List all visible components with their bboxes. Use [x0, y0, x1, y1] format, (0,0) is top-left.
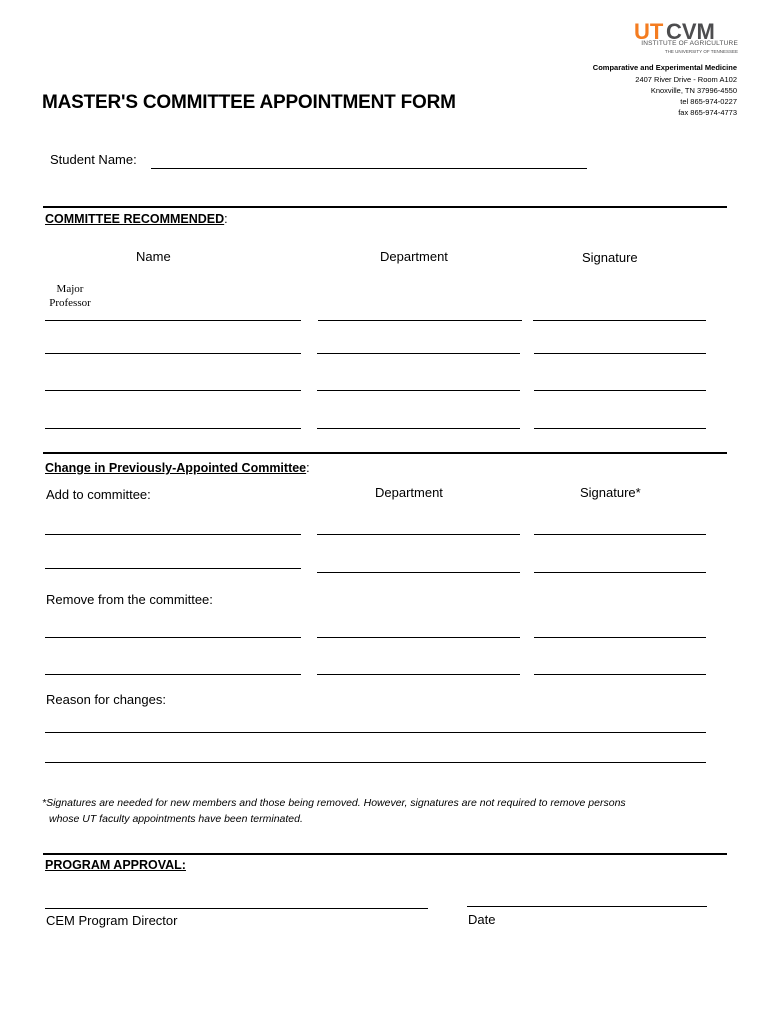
change-signature-header: Signature*	[580, 485, 641, 500]
street-address: 2407 River Drive - Room A102	[635, 75, 737, 84]
reason-field-line2[interactable]	[45, 748, 706, 763]
date-field[interactable]	[467, 892, 707, 907]
student-name-field[interactable]	[151, 154, 587, 169]
member-signature-field[interactable]	[534, 414, 706, 429]
committee-heading-text: COMMITTEE RECOMMENDED	[45, 212, 225, 226]
dept-name: Comparative and Experimental Medicine	[592, 63, 737, 72]
remove-member-department-field[interactable]	[317, 623, 520, 638]
logo-university-line: THE UNIVERSITY OF TENNESSEE	[664, 49, 738, 54]
footnote-line1: *Signatures are needed for new members and those being removed. However, signatures are not required to remove persons	[42, 797, 626, 809]
program-approval-heading	[45, 858, 186, 872]
remove-member-department-field[interactable]	[317, 660, 520, 675]
city-address: Knoxville, TN 37996-4550	[650, 86, 737, 95]
major-professor-line2: Professor	[49, 297, 91, 309]
page-title: MASTER'S COMMITTEE APPOINTMENT FORM	[42, 92, 456, 113]
section-divider	[43, 853, 727, 855]
remove-member-name-field[interactable]	[45, 623, 301, 638]
reason-for-changes-label: Reason for changes:	[46, 692, 166, 707]
member-department-field[interactable]	[317, 376, 520, 391]
director-signature-field[interactable]	[45, 894, 428, 909]
change-heading	[45, 461, 310, 475]
add-member-name-field[interactable]	[45, 520, 301, 535]
section-divider	[43, 452, 727, 454]
student-name-label: Student Name:	[50, 152, 137, 167]
add-member-name-field[interactable]	[45, 554, 301, 569]
add-member-signature-field[interactable]	[534, 558, 706, 573]
member-department-field[interactable]	[317, 414, 520, 429]
add-member-department-field[interactable]	[317, 520, 520, 535]
committee-heading	[45, 212, 228, 226]
change-heading-text: Change in Previously-Appointed Committee	[45, 461, 307, 475]
reason-field-line1[interactable]	[45, 718, 706, 733]
add-member-signature-field[interactable]	[534, 520, 706, 535]
member-department-field[interactable]	[317, 339, 520, 354]
change-heading-colon: :	[306, 461, 310, 475]
committee-heading-colon: :	[224, 212, 228, 226]
logo-cvm-text: CVM	[666, 19, 715, 44]
column-name-header: Name	[136, 249, 171, 264]
add-member-department-field[interactable]	[317, 558, 520, 573]
phone-number: tel 865-974-0227	[680, 97, 737, 106]
remove-member-signature-field[interactable]	[534, 623, 706, 638]
member-name-field[interactable]	[45, 414, 301, 429]
program-approval-heading-text: PROGRAM APPROVAL:	[45, 858, 186, 872]
member-signature-field[interactable]	[533, 306, 706, 321]
column-department-header: Department	[380, 249, 448, 264]
director-label: CEM Program Director	[46, 913, 178, 928]
member-name-field[interactable]	[45, 339, 301, 354]
member-signature-field[interactable]	[534, 339, 706, 354]
add-to-committee-label: Add to committee:	[46, 487, 151, 502]
member-signature-field[interactable]	[534, 376, 706, 391]
change-department-header: Department	[375, 485, 443, 500]
logo-institute-line: INSTITUTE OF AGRICULTURE	[641, 40, 738, 47]
fax-number: fax 865-974-4773	[678, 108, 737, 117]
remove-member-signature-field[interactable]	[534, 660, 706, 675]
remove-from-committee-label: Remove from the committee:	[46, 592, 213, 607]
remove-member-name-field[interactable]	[45, 660, 301, 675]
member-name-field[interactable]	[45, 306, 301, 321]
section-divider	[43, 206, 727, 208]
major-professor-line1: Major	[56, 283, 84, 295]
date-label: Date	[468, 912, 496, 927]
footnote-line2: whose UT faculty appointments have been terminated.	[49, 813, 303, 825]
column-signature-header: Signature	[582, 250, 638, 265]
signature-footnote	[42, 795, 626, 827]
logo-ut-text: UT	[634, 19, 664, 44]
member-department-field[interactable]	[318, 306, 522, 321]
member-name-field[interactable]	[45, 376, 301, 391]
